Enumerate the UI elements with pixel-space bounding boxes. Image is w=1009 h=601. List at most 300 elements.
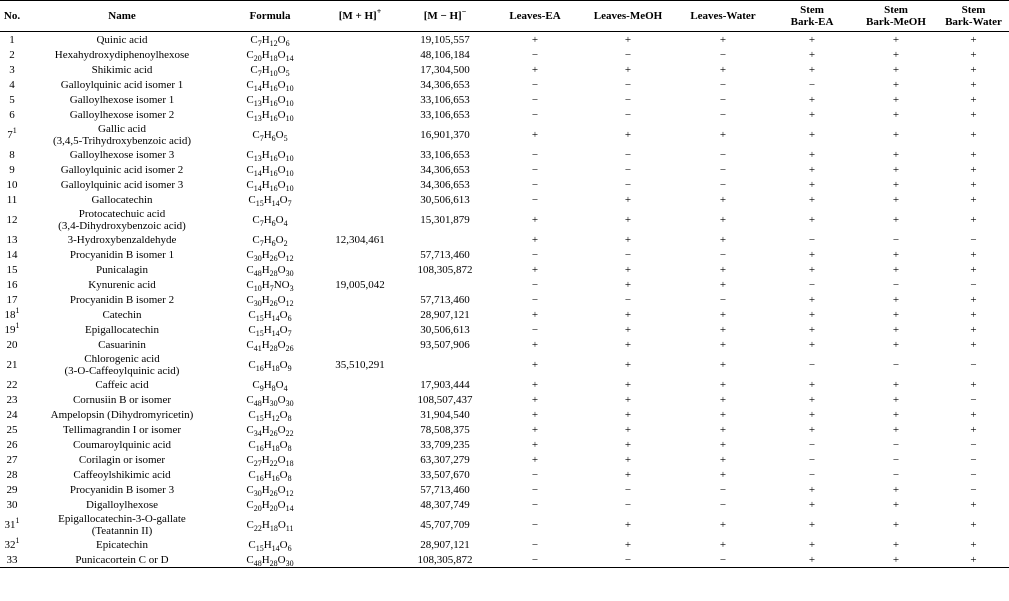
- presence-stem-bark-meoh: −: [892, 358, 900, 371]
- table-row: [0, 307, 1009, 322]
- mass-negative-ion: 78,508,375: [420, 423, 470, 436]
- mass-negative-ion: 33,507,670: [420, 468, 470, 481]
- column-header-l-ea: Leaves-EA: [490, 1, 580, 32]
- compound-number: 28: [6, 468, 18, 481]
- presence-stem-bark-meoh: +: [892, 48, 900, 61]
- presence-stem-bark-ea: +: [808, 518, 816, 531]
- presence-stem-bark-water: +: [970, 518, 977, 531]
- compound-number: 26: [6, 438, 18, 451]
- presence-stem-bark-water: −: [970, 233, 977, 246]
- compound-number: 12: [6, 213, 18, 226]
- compound-name: Hexahydroxydiphenoylhexose: [54, 48, 190, 61]
- compound-number: 6: [9, 108, 15, 121]
- compound-number: 9: [9, 163, 15, 176]
- presence-leaves-meoh: −: [624, 148, 632, 161]
- table-row: [0, 512, 1009, 537]
- mass-positive-ion: [320, 122, 400, 147]
- presence-leaves-water: +: [719, 323, 727, 336]
- presence-stem-bark-ea: +: [770, 552, 854, 568]
- presence-leaves-meoh: +: [624, 358, 632, 371]
- mass-negative-ion: [400, 232, 490, 247]
- table-row: [0, 162, 1009, 177]
- presence-leaves-meoh: +: [624, 308, 632, 321]
- compound-number: 13: [6, 233, 18, 246]
- presence-stem-bark-meoh: +: [892, 93, 900, 106]
- presence-leaves-meoh: +: [624, 538, 632, 551]
- presence-stem-bark-ea: +: [808, 128, 816, 141]
- presence-stem-bark-water: +: [970, 33, 977, 46]
- presence-stem-bark-ea: −: [808, 468, 816, 481]
- presence-leaves-meoh: −: [624, 498, 632, 511]
- presence-leaves-ea: +: [531, 393, 539, 406]
- compound-name: Shikimic acid: [91, 63, 153, 76]
- presence-stem-bark-water: +: [970, 538, 977, 551]
- mass-positive-ion: [320, 107, 400, 122]
- mass-negative-ion: 34,306,653: [420, 178, 470, 191]
- compound-number: 21: [6, 358, 18, 371]
- presence-leaves-ea: −: [531, 293, 539, 306]
- presence-leaves-water: −: [719, 483, 727, 496]
- presence-stem-bark-ea: +: [808, 308, 816, 321]
- presence-leaves-water: +: [719, 213, 727, 226]
- presence-leaves-ea: −: [531, 93, 539, 106]
- compound-name: Caffeoylshikimic acid: [73, 468, 171, 481]
- presence-leaves-water: +: [719, 308, 727, 321]
- presence-leaves-ea: +: [531, 378, 539, 391]
- mass-negative-ion: 57,713,460: [420, 293, 470, 306]
- mass-negative-ion: 108,305,872: [400, 552, 490, 568]
- presence-leaves-meoh: +: [624, 193, 632, 206]
- presence-stem-bark-meoh: +: [892, 323, 900, 336]
- mass-positive-ion: [320, 177, 400, 192]
- presence-leaves-ea: −: [531, 538, 539, 551]
- presence-leaves-ea: +: [531, 128, 539, 141]
- compound-name: Epicatechin: [96, 538, 148, 551]
- compound-name: Digalloylhexose: [85, 498, 159, 511]
- mass-negative-ion: 108,305,872: [417, 263, 473, 276]
- presence-stem-bark-water: +: [970, 408, 977, 421]
- presence-leaves-water: +: [719, 438, 727, 451]
- table-row: [0, 552, 1009, 568]
- compound-name: Casuarinin: [98, 338, 146, 351]
- presence-leaves-ea: −: [531, 48, 539, 61]
- mass-negative-ion: 34,306,653: [420, 163, 470, 176]
- molecular-formula: $C_{16}H_{16}O_8$: [248, 468, 292, 483]
- compound-name: Cornusiin B or isomer: [72, 393, 172, 406]
- presence-stem-bark-ea: +: [808, 33, 816, 46]
- presence-leaves-ea: +: [531, 438, 539, 451]
- mass-negative-ion: 17,304,500: [420, 63, 470, 76]
- compound-name: Quinic acid: [96, 33, 148, 46]
- molecular-formula: $C_9H_8O_4$: [252, 378, 288, 393]
- table-row: [0, 122, 1009, 147]
- presence-stem-bark-meoh: +: [892, 263, 900, 276]
- presence-stem-bark-water: +: [970, 128, 977, 141]
- mass-positive-ion: [320, 437, 400, 452]
- table-row: [0, 422, 1009, 437]
- mass-positive-ion: [320, 292, 400, 307]
- table-row: [0, 232, 1009, 247]
- table-row: [0, 292, 1009, 307]
- presence-stem-bark-water: −: [970, 438, 977, 451]
- presence-leaves-meoh: −: [624, 48, 632, 61]
- presence-stem-bark-meoh: +: [892, 148, 900, 161]
- presence-stem-bark-ea: +: [808, 108, 816, 121]
- compound-number: 24: [6, 408, 18, 421]
- presence-stem-bark-ea: −: [808, 438, 816, 451]
- presence-stem-bark-water: +: [970, 323, 977, 336]
- presence-stem-bark-meoh: +: [892, 163, 900, 176]
- mass-positive-ion: [320, 92, 400, 107]
- mass-negative-ion: 28,907,121: [420, 308, 470, 321]
- column-header-s-meoh: Stem Bark-MeOH: [854, 1, 938, 32]
- table-row: [0, 452, 1009, 467]
- presence-leaves-meoh: +: [624, 408, 632, 421]
- mass-negative-ion: 33,106,653: [420, 108, 470, 121]
- molecular-formula: $C_{16}H_{18}O_9$: [248, 358, 292, 373]
- compound-name: Procyanidin B isomer 3: [69, 483, 175, 496]
- presence-stem-bark-ea: +: [808, 338, 816, 351]
- compound-number: 25: [6, 423, 18, 436]
- presence-leaves-ea: +: [531, 63, 539, 76]
- presence-leaves-water: −: [719, 78, 727, 91]
- presence-leaves-water: +: [719, 233, 727, 246]
- table-row: [0, 107, 1009, 122]
- table-row: [0, 32, 1009, 48]
- presence-leaves-meoh: −: [624, 293, 632, 306]
- presence-leaves-meoh: −: [580, 552, 676, 568]
- table-row: [0, 192, 1009, 207]
- presence-stem-bark-ea: +: [808, 178, 816, 191]
- molecular-formula: $C_{30}H_{26}O_{12}$: [246, 483, 294, 498]
- presence-leaves-ea: −: [531, 108, 539, 121]
- mass-positive-ion: [320, 162, 400, 177]
- presence-stem-bark-ea: +: [808, 193, 816, 206]
- presence-stem-bark-water: −: [970, 468, 977, 481]
- presence-leaves-ea: +: [531, 453, 539, 466]
- compound-number: 23: [6, 393, 18, 406]
- molecular-formula: $C_{13}H_{16}O_{10}$: [246, 93, 294, 108]
- presence-leaves-meoh: +: [624, 278, 632, 291]
- presence-leaves-meoh: +: [624, 263, 632, 276]
- compound-name: Punicacortein C or D: [24, 552, 220, 568]
- presence-stem-bark-ea: +: [808, 293, 816, 306]
- presence-leaves-water: +: [719, 423, 727, 436]
- presence-leaves-ea: +: [531, 423, 539, 436]
- presence-leaves-meoh: −: [624, 78, 632, 91]
- table-row: [0, 277, 1009, 292]
- presence-stem-bark-ea: +: [808, 163, 816, 176]
- presence-stem-bark-meoh: +: [892, 293, 900, 306]
- presence-stem-bark-meoh: +: [892, 393, 900, 406]
- mass-negative-ion: 17,903,444: [420, 378, 470, 391]
- presence-leaves-water: +: [719, 358, 727, 371]
- presence-leaves-meoh: +: [624, 468, 632, 481]
- molecular-formula: $C_{48}H_{28}O_{30}$: [246, 263, 294, 278]
- compound-name: Procyanidin B isomer 2: [69, 293, 175, 306]
- presence-stem-bark-water: +: [938, 552, 1009, 568]
- table-row: [0, 47, 1009, 62]
- presence-leaves-ea: +: [531, 338, 539, 351]
- presence-leaves-ea: +: [531, 263, 539, 276]
- presence-stem-bark-water: +: [970, 163, 977, 176]
- presence-stem-bark-water: −: [970, 278, 977, 291]
- mass-positive-ion: [320, 147, 400, 162]
- presence-stem-bark-ea: +: [808, 408, 816, 421]
- compound-number: 15: [6, 263, 18, 276]
- mass-positive-ion: 19,005,042: [335, 278, 385, 291]
- presence-leaves-water: −: [719, 293, 727, 306]
- presence-stem-bark-water: +: [970, 308, 977, 321]
- mass-negative-ion: 48,106,184: [420, 48, 470, 61]
- mass-negative-ion: 63,307,279: [420, 453, 470, 466]
- mass-positive-ion: [320, 512, 400, 537]
- presence-leaves-ea: −: [531, 518, 539, 531]
- presence-leaves-ea: −: [490, 552, 580, 568]
- compound-name: Galloylhexose isomer 2: [69, 108, 175, 121]
- mass-positive-ion: [320, 377, 400, 392]
- presence-leaves-ea: −: [531, 323, 539, 336]
- mass-negative-ion: 48,307,749: [420, 498, 470, 511]
- mass-negative-ion: 108,507,437: [417, 393, 473, 406]
- compound-number: 30: [6, 498, 18, 511]
- presence-stem-bark-meoh: +: [892, 33, 900, 46]
- compound-name: Ampelopsin (Dihydromyricetin): [50, 408, 194, 421]
- presence-leaves-water: −: [719, 93, 727, 106]
- presence-leaves-water: +: [719, 453, 727, 466]
- compound-number: 4: [9, 78, 15, 91]
- table-row: [0, 177, 1009, 192]
- column-header-pos: [M + H]+: [320, 1, 400, 32]
- compound-name: Gallic acid (3,4,5-Trihydroxybenzoic acid): [53, 122, 191, 147]
- mass-positive-ion: [320, 62, 400, 77]
- column-header-no: No.: [0, 1, 24, 32]
- presence-leaves-ea: +: [531, 33, 539, 46]
- mass-positive-ion: [320, 467, 400, 482]
- presence-stem-bark-ea: −: [808, 233, 816, 246]
- compound-name: 3-Hydroxybenzaldehyde: [67, 233, 177, 246]
- mass-negative-ion: 57,713,460: [420, 248, 470, 261]
- compound-name: Gallocatechin: [91, 193, 153, 206]
- column-header-l-water: Leaves-Water: [676, 1, 770, 32]
- mass-positive-ion: [320, 537, 400, 552]
- presence-leaves-meoh: −: [624, 178, 632, 191]
- mass-positive-ion: [320, 407, 400, 422]
- presence-stem-bark-meoh: +: [892, 78, 900, 91]
- molecular-formula: $C_7H_6O_2$: [252, 233, 288, 248]
- presence-leaves-ea: −: [531, 148, 539, 161]
- presence-leaves-ea: −: [531, 163, 539, 176]
- mass-positive-ion: [320, 207, 400, 232]
- compound-name: Galloylquinic acid isomer 1: [60, 78, 184, 91]
- presence-leaves-water: +: [719, 338, 727, 351]
- mass-negative-ion: 33,106,653: [420, 93, 470, 106]
- presence-stem-bark-ea: +: [808, 423, 816, 436]
- presence-stem-bark-water: −: [970, 358, 977, 371]
- column-header-s-ea: Stem Bark-EA: [770, 1, 854, 32]
- compound-name: Procyanidin B isomer 1: [69, 248, 175, 261]
- presence-stem-bark-meoh: −: [892, 278, 900, 291]
- compound-name: Galloylquinic acid isomer 2: [60, 163, 184, 176]
- molecular-formula: $C_{15}H_{14}O_6$: [248, 538, 292, 553]
- presence-stem-bark-ea: −: [808, 278, 816, 291]
- mass-negative-ion: [400, 352, 490, 377]
- mass-positive-ion: [320, 452, 400, 467]
- presence-leaves-ea: +: [531, 358, 539, 371]
- presence-leaves-water: −: [719, 48, 727, 61]
- molecular-formula: $C_{22}H_{18}O_{11}$: [246, 518, 294, 533]
- presence-stem-bark-meoh: +: [892, 378, 900, 391]
- presence-leaves-water: −: [719, 108, 727, 121]
- compound-number: 3: [9, 63, 15, 76]
- presence-stem-bark-ea: +: [808, 93, 816, 106]
- mass-negative-ion: 19,105,557: [420, 33, 470, 46]
- presence-leaves-water: +: [719, 408, 727, 421]
- presence-stem-bark-water: +: [970, 378, 977, 391]
- molecular-formula: $C_{20}H_{20}O_{14}$: [246, 498, 294, 513]
- molecular-formula: $C_{34}H_{26}O_{22}$: [246, 423, 294, 438]
- presence-stem-bark-meoh: +: [892, 178, 900, 191]
- table-row: [0, 77, 1009, 92]
- presence-leaves-meoh: +: [624, 453, 632, 466]
- table-row: [0, 322, 1009, 337]
- presence-stem-bark-water: −: [970, 393, 977, 406]
- presence-stem-bark-water: +: [970, 293, 977, 306]
- column-header-formula: Formula: [220, 1, 320, 32]
- compound-name: Protocatechuic acid (3,4-Dihydroxybenzoic acid): [58, 207, 186, 232]
- compound-number: 27: [6, 453, 18, 466]
- molecular-formula: $C_{13}H_{16}O_{10}$: [246, 148, 294, 163]
- presence-stem-bark-meoh: +: [892, 423, 900, 436]
- molecular-formula: $C_{10}H_7NO_3$: [246, 278, 294, 293]
- presence-leaves-meoh: +: [624, 438, 632, 451]
- mass-negative-ion: 33,709,235: [420, 438, 470, 451]
- presence-stem-bark-water: +: [970, 78, 977, 91]
- mass-negative-ion: 34,306,653: [420, 78, 470, 91]
- mass-negative-ion: [400, 277, 490, 292]
- compound-name: Galloylhexose isomer 1: [69, 93, 175, 106]
- compound-name: Kynurenic acid: [88, 278, 156, 291]
- presence-leaves-ea: +: [531, 308, 539, 321]
- table-row: [0, 537, 1009, 552]
- presence-leaves-water: −: [719, 498, 727, 511]
- presence-leaves-meoh: −: [624, 248, 632, 261]
- molecular-formula: $C_{48}H_{30}O_{30}$: [246, 393, 294, 408]
- table-row: [0, 377, 1009, 392]
- presence-leaves-meoh: +: [624, 423, 632, 436]
- presence-stem-bark-meoh: −: [892, 453, 900, 466]
- molecular-formula: $C_{41}H_{28}O_{26}$: [246, 338, 294, 353]
- presence-stem-bark-ea: −: [808, 358, 816, 371]
- molecular-formula: $C_{16}H_{18}O_8$: [248, 438, 292, 453]
- presence-leaves-water: +: [719, 518, 727, 531]
- mass-positive-ion: [320, 77, 400, 92]
- compound-name: Epigallocatechin: [85, 323, 159, 336]
- presence-leaves-meoh: +: [624, 518, 632, 531]
- molecular-formula: $C_7H_6O_4$: [252, 213, 288, 228]
- presence-stem-bark-ea: +: [808, 323, 816, 336]
- compound-number: 17: [6, 293, 18, 306]
- presence-stem-bark-water: +: [970, 193, 977, 206]
- mass-positive-ion: [320, 482, 400, 497]
- molecular-formula: $C_{15}H_{14}O_7$: [248, 323, 292, 338]
- compound-number: $19^1$: [4, 320, 20, 336]
- presence-leaves-ea: +: [531, 213, 539, 226]
- table-row: [0, 147, 1009, 162]
- presence-stem-bark-water: +: [970, 148, 977, 161]
- presence-leaves-water: −: [719, 248, 727, 261]
- mass-positive-ion: [320, 497, 400, 512]
- compound-name: Tellimagrandin I or isomer: [62, 423, 182, 436]
- presence-stem-bark-water: +: [970, 248, 977, 261]
- presence-stem-bark-meoh: +: [892, 498, 900, 511]
- presence-leaves-meoh: −: [624, 93, 632, 106]
- presence-leaves-meoh: +: [624, 33, 632, 46]
- presence-stem-bark-ea: +: [808, 248, 816, 261]
- table-row: [0, 262, 1009, 277]
- molecular-formula: $C_{30}H_{26}O_{12}$: [246, 248, 294, 263]
- molecular-formula: $C_{20}H_{18}O_{14}$: [246, 48, 294, 63]
- presence-stem-bark-water: −: [970, 453, 977, 466]
- table-header: [0, 1, 1009, 32]
- compound-name: Punicalagin: [96, 263, 148, 276]
- mass-positive-ion: [320, 192, 400, 207]
- table-row: [0, 62, 1009, 77]
- molecular-formula: $C_{27}H_{22}O_{18}$: [246, 453, 294, 468]
- compound-name: Epigallocatechin-3-O-gallate (Teatannin II): [58, 512, 186, 537]
- presence-leaves-water: +: [719, 278, 727, 291]
- mass-positive-ion: [320, 552, 400, 568]
- compound-number: 22: [6, 378, 18, 391]
- mass-positive-ion: [320, 47, 400, 62]
- mass-positive-ion: [320, 337, 400, 352]
- presence-leaves-meoh: +: [624, 393, 632, 406]
- presence-leaves-meoh: −: [624, 108, 632, 121]
- compound-number: $31^1$: [4, 515, 20, 531]
- presence-leaves-ea: −: [531, 468, 539, 481]
- presence-leaves-ea: −: [531, 248, 539, 261]
- presence-leaves-ea: −: [531, 78, 539, 91]
- presence-stem-bark-meoh: +: [892, 308, 900, 321]
- presence-stem-bark-meoh: +: [892, 338, 900, 351]
- presence-stem-bark-meoh: +: [892, 213, 900, 226]
- mass-negative-ion: 31,904,540: [420, 408, 470, 421]
- presence-leaves-water: +: [719, 378, 727, 391]
- mass-positive-ion: 35,510,291: [335, 358, 385, 371]
- presence-leaves-meoh: +: [624, 378, 632, 391]
- molecular-formula: $C_7H_{12}O_6$: [250, 33, 290, 48]
- compound-name: Chlorogenic acid (3-O-Caffeoylquinic acid): [64, 352, 180, 377]
- mass-negative-ion: 33,106,653: [420, 148, 470, 161]
- presence-stem-bark-ea: −: [808, 78, 816, 91]
- presence-stem-bark-ea: +: [808, 213, 816, 226]
- molecular-formula: $C_7H_6O_5$: [252, 128, 288, 143]
- presence-stem-bark-meoh: +: [892, 128, 900, 141]
- presence-stem-bark-meoh: +: [892, 408, 900, 421]
- table-row: [0, 337, 1009, 352]
- presence-leaves-water: +: [719, 263, 727, 276]
- molecular-formula: $C_{14}H_{16}O_{10}$: [246, 178, 294, 193]
- table-body: [0, 32, 1009, 568]
- compound-number: 2: [9, 48, 15, 61]
- compound-number: 33: [0, 552, 24, 568]
- presence-leaves-ea: +: [531, 233, 539, 246]
- column-header-l-meoh: Leaves-MeOH: [580, 1, 676, 32]
- presence-stem-bark-ea: +: [808, 483, 816, 496]
- presence-stem-bark-ea: −: [808, 453, 816, 466]
- presence-stem-bark-meoh: +: [892, 518, 900, 531]
- presence-leaves-water: +: [719, 468, 727, 481]
